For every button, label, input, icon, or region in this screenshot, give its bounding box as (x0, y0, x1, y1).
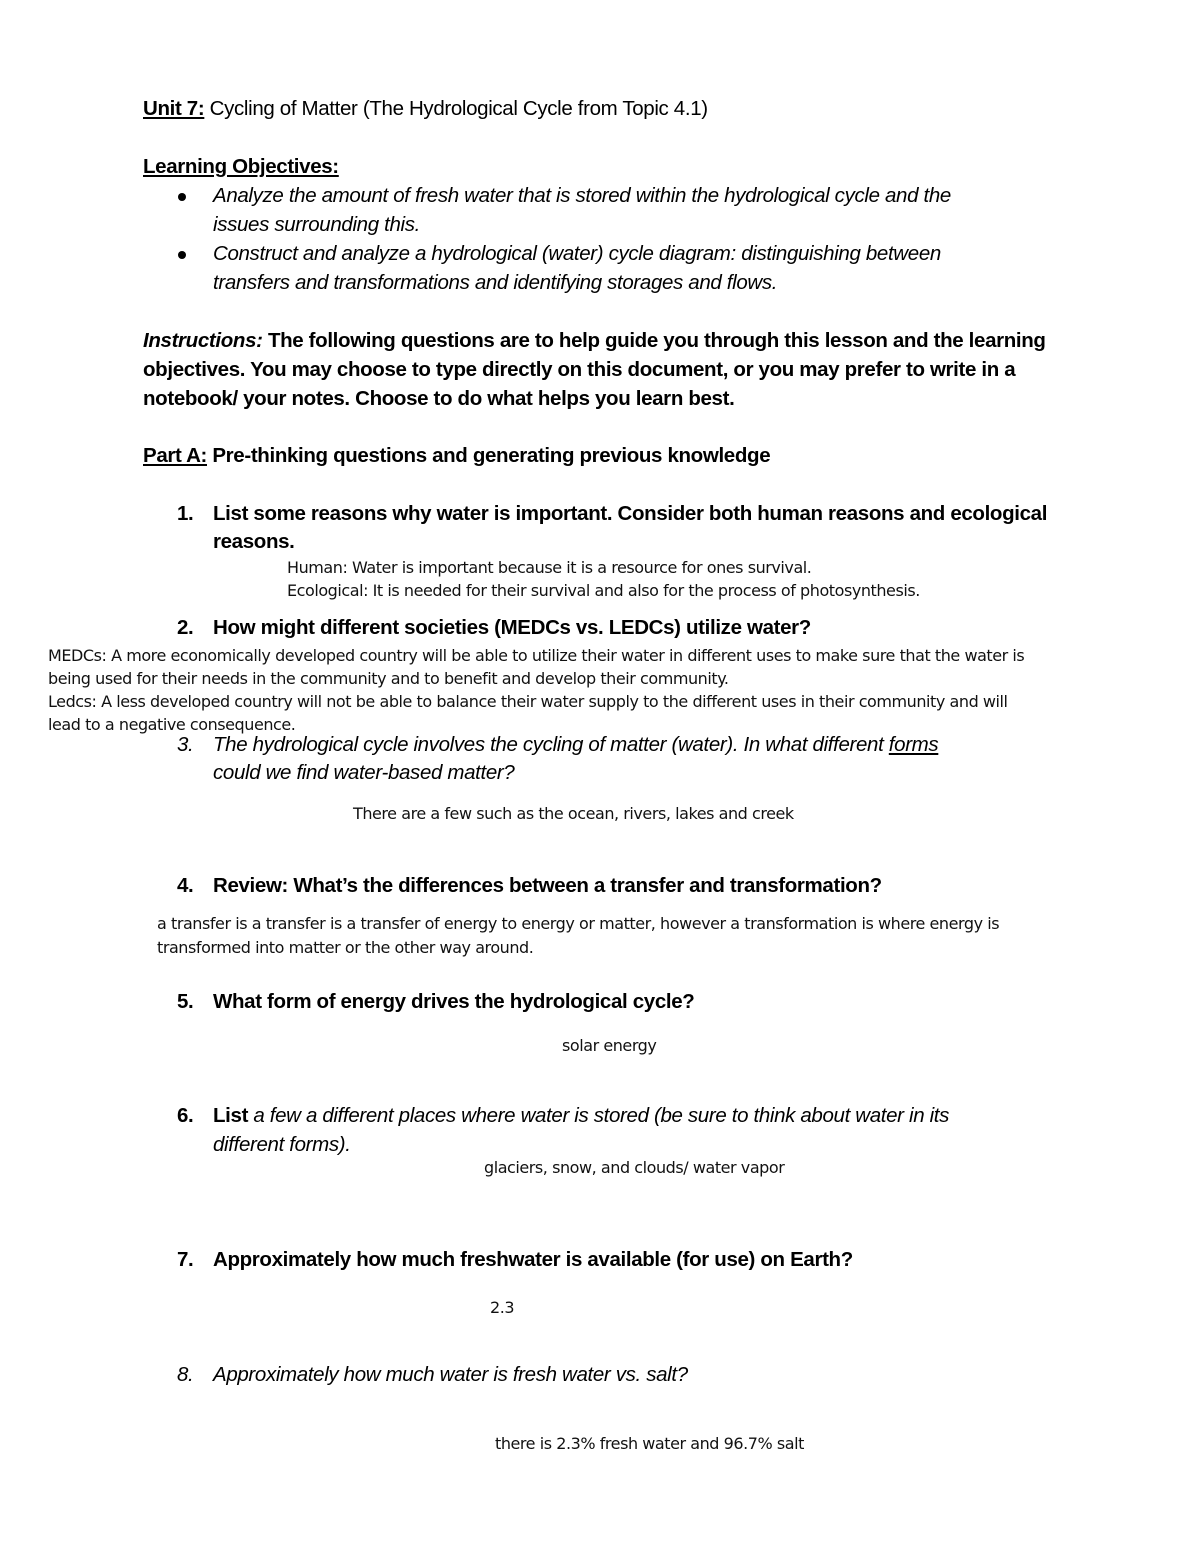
unit-label: Unit 7: (143, 97, 205, 120)
answer-2-line2: being used for their needs in the community and to benefit and develop their community. (48, 669, 729, 688)
question-6-line2: different forms). (213, 1133, 351, 1156)
objective-1-line2: issues surrounding this. (213, 213, 420, 236)
answer-2-line4: lead to a negative consequence. (48, 715, 296, 734)
answer-4-line1: a transfer is a transfer is a transfer of energy to energy or matter, however a transformation is where energy is (157, 914, 1000, 933)
answer-8: there is 2.3% fresh water and 96.7% salt (495, 1434, 804, 1453)
instructions-line1: Instructions: The following questions are to help guide you through this lesson and the learning (143, 329, 1046, 352)
question-3-number: 3. (177, 733, 194, 756)
question-6-number: 6. (177, 1104, 194, 1127)
answer-2-line3: Ledcs: A less developed country will not be able to balance their water supply to the different uses in their community and will (48, 692, 1008, 711)
answer-2-line1: MEDCs: A more economically developed country will be able to utilize their water in different uses to make sure that the water is (48, 646, 1025, 665)
part-a-heading: Part A: Pre-thinking questions and generating previous knowledge (143, 444, 771, 467)
answer-6: glaciers, snow, and clouds/ water vapor (484, 1158, 785, 1177)
question-7-number: 7. (177, 1248, 194, 1271)
objective-2-line2: transfers and transformations and identifying storages and flows. (213, 271, 778, 294)
instructions-label: Instructions: (143, 329, 263, 352)
question-1-line2: reasons. (213, 530, 295, 553)
instructions-line2: objectives. You may choose to type directly on this document, or you may prefer to write in a (143, 358, 1016, 381)
unit-title: Cycling of Matter (The Hydrological Cycle from Topic 4.1) (204, 97, 708, 120)
answer-1-line2: Ecological: It is needed for their survival and also for the process of photosynthesis. (287, 581, 920, 600)
part-a-label: Part A: (143, 444, 207, 467)
question-4-number: 4. (177, 874, 194, 897)
objectives-heading: Learning Objectives: (143, 155, 339, 178)
unit-heading (143, 97, 708, 121)
question-5-line1: What form of energy drives the hydrological cycle? (213, 990, 695, 1013)
question-1-number: 1. (177, 502, 194, 525)
question-7-line1: Approximately how much freshwater is available (for use) on Earth? (213, 1248, 853, 1271)
question-5-number: 5. (177, 990, 194, 1013)
bullet-icon (178, 193, 186, 201)
question-6-line1: List a few a different places where water is stored (be sure to think about water in its (213, 1104, 950, 1127)
bullet-icon (178, 251, 186, 259)
question-4-line1: Review: What’s the differences between a transfer and transformation? (213, 874, 882, 897)
objective-1-line1: Analyze the amount of fresh water that is stored within the hydrological cycle and the (213, 184, 951, 207)
question-3-line1: The hydrological cycle involves the cycling of matter (water). In what different forms (213, 733, 939, 756)
answer-1-line1: Human: Water is important because it is a resource for ones survival. (287, 558, 812, 577)
forms-underlined: forms (888, 733, 939, 756)
answer-7: 2.3 (490, 1298, 515, 1317)
question-2-number: 2. (177, 616, 194, 639)
question-1-line1: List some reasons why water is important. Consider both human reasons and ecological (213, 502, 1048, 525)
question-8-line1: Approximately how much water is fresh water vs. salt? (213, 1363, 688, 1386)
answer-3: There are a few such as the ocean, rivers, lakes and creek (353, 804, 794, 823)
answer-5: solar energy (562, 1036, 657, 1055)
question-3-line2: could we find water-based matter? (213, 761, 515, 784)
objective-2-line1: Construct and analyze a hydrological (water) cycle diagram: distinguishing between (213, 242, 941, 265)
question-2-line1: How might different societies (MEDCs vs. LEDCs) utilize water? (213, 616, 811, 639)
question-8-number: 8. (177, 1363, 194, 1386)
instructions-line3: notebook/ your notes. Choose to do what helps you learn best. (143, 387, 735, 410)
answer-4-line2: transformed into matter or the other way around. (157, 938, 534, 957)
